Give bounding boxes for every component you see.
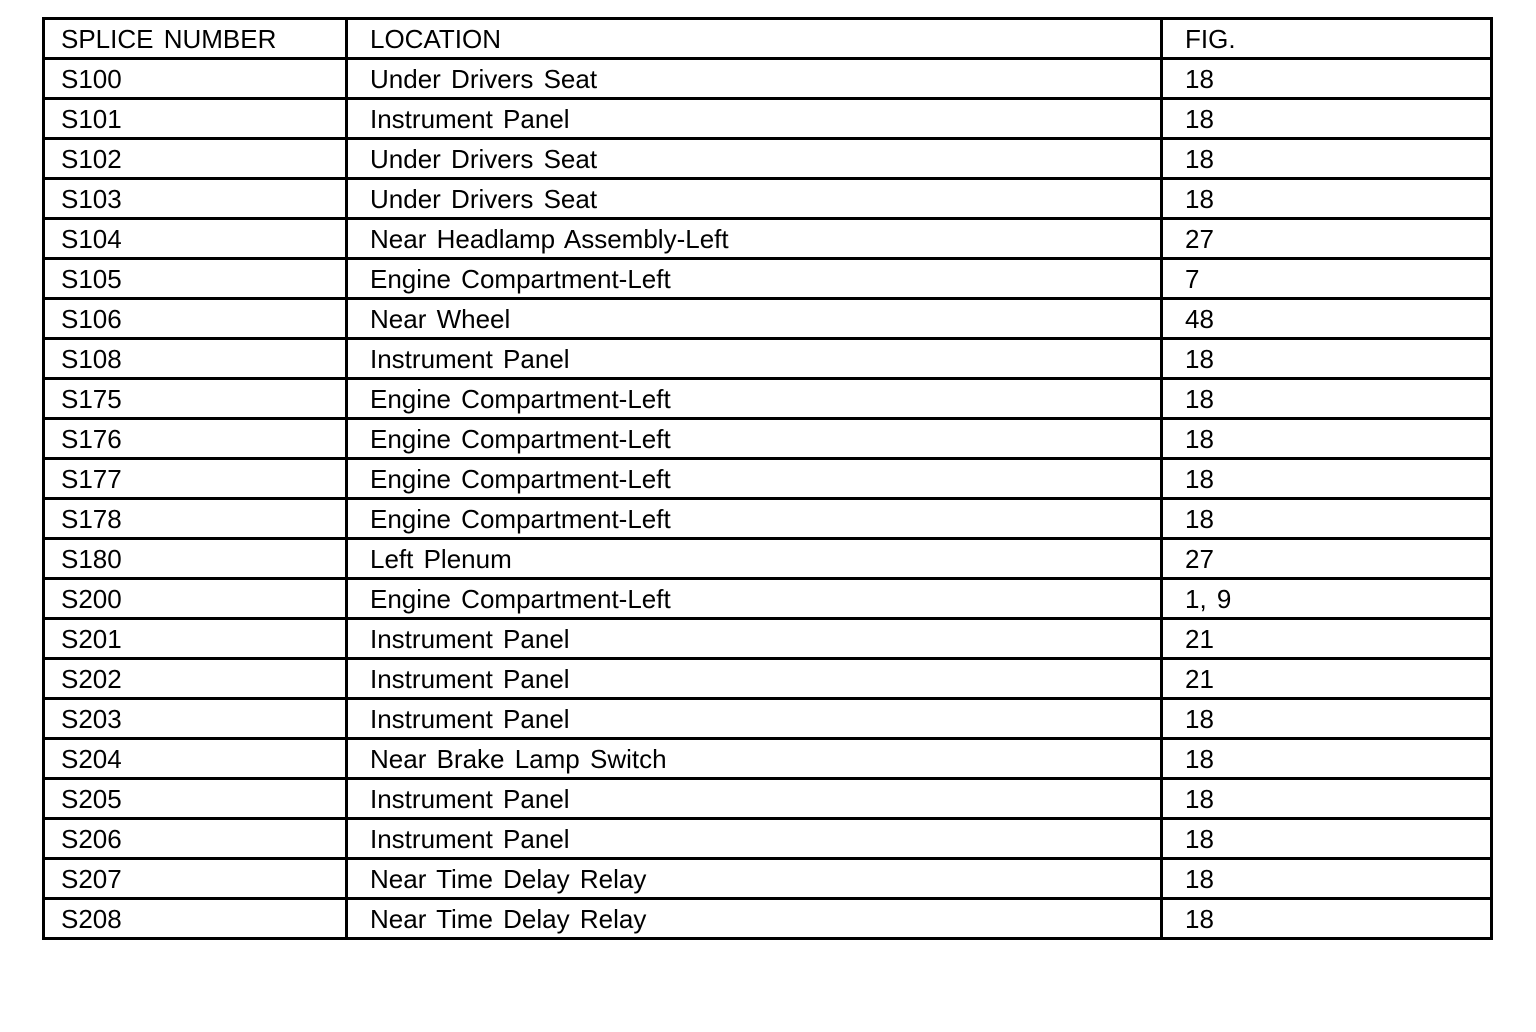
location-cell: Instrument Panel	[347, 659, 1162, 699]
fig-cell: 48	[1162, 299, 1492, 339]
location-cell: Engine Compartment-Left	[347, 379, 1162, 419]
splice-location-table	[42, 17, 1493, 940]
location-cell: Near Wheel	[347, 299, 1162, 339]
table-row	[44, 419, 1492, 459]
location-cell: Engine Compartment-Left	[347, 419, 1162, 459]
table-row	[44, 379, 1492, 419]
fig-cell: 18	[1162, 379, 1492, 419]
header-fig: FIG.	[1162, 19, 1492, 59]
table-row	[44, 899, 1492, 939]
splice-number-cell: S106	[44, 299, 347, 339]
table-row	[44, 459, 1492, 499]
table-row	[44, 299, 1492, 339]
location-cell: Instrument Panel	[347, 699, 1162, 739]
location-cell: Under Drivers Seat	[347, 179, 1162, 219]
location-cell: Instrument Panel	[347, 819, 1162, 859]
fig-cell: 18	[1162, 339, 1492, 379]
table-row	[44, 219, 1492, 259]
fig-cell: 18	[1162, 779, 1492, 819]
header-location: LOCATION	[347, 19, 1162, 59]
table-body	[44, 59, 1492, 939]
table-row	[44, 499, 1492, 539]
table-row	[44, 579, 1492, 619]
fig-cell: 21	[1162, 619, 1492, 659]
location-cell: Near Time Delay Relay	[347, 899, 1162, 939]
splice-number-cell: S104	[44, 219, 347, 259]
fig-cell: 18	[1162, 419, 1492, 459]
fig-cell: 18	[1162, 819, 1492, 859]
location-cell: Under Drivers Seat	[347, 59, 1162, 99]
splice-number-cell: S180	[44, 539, 347, 579]
fig-cell: 27	[1162, 539, 1492, 579]
splice-number-cell: S105	[44, 259, 347, 299]
fig-cell: 27	[1162, 219, 1492, 259]
splice-number-cell: S103	[44, 179, 347, 219]
fig-cell: 18	[1162, 499, 1492, 539]
table-row	[44, 139, 1492, 179]
splice-number-cell: S108	[44, 339, 347, 379]
splice-number-cell: S101	[44, 99, 347, 139]
table-row	[44, 59, 1492, 99]
table-header-row	[44, 19, 1492, 59]
table-row	[44, 859, 1492, 899]
location-cell: Instrument Panel	[347, 779, 1162, 819]
table-row	[44, 819, 1492, 859]
splice-number-cell: S200	[44, 579, 347, 619]
fig-cell: 18	[1162, 139, 1492, 179]
location-cell: Instrument Panel	[347, 619, 1162, 659]
location-cell: Near Time Delay Relay	[347, 859, 1162, 899]
fig-cell: 21	[1162, 659, 1492, 699]
fig-cell: 18	[1162, 699, 1492, 739]
location-cell: Under Drivers Seat	[347, 139, 1162, 179]
splice-number-cell: S102	[44, 139, 347, 179]
splice-number-cell: S177	[44, 459, 347, 499]
fig-cell: 18	[1162, 59, 1492, 99]
location-cell: Instrument Panel	[347, 99, 1162, 139]
splice-number-cell: S206	[44, 819, 347, 859]
splice-number-cell: S203	[44, 699, 347, 739]
fig-cell: 18	[1162, 459, 1492, 499]
splice-number-cell: S204	[44, 739, 347, 779]
fig-cell: 1, 9	[1162, 579, 1492, 619]
fig-cell: 18	[1162, 99, 1492, 139]
fig-cell: 18	[1162, 859, 1492, 899]
splice-number-cell: S202	[44, 659, 347, 699]
splice-table-container	[42, 17, 1490, 940]
fig-cell: 18	[1162, 739, 1492, 779]
splice-number-cell: S201	[44, 619, 347, 659]
splice-number-cell: S178	[44, 499, 347, 539]
table-row	[44, 99, 1492, 139]
table-row	[44, 779, 1492, 819]
fig-cell: 7	[1162, 259, 1492, 299]
fig-cell: 18	[1162, 899, 1492, 939]
table-row	[44, 659, 1492, 699]
splice-number-cell: S207	[44, 859, 347, 899]
table-row	[44, 619, 1492, 659]
fig-cell: 18	[1162, 179, 1492, 219]
splice-number-cell: S175	[44, 379, 347, 419]
splice-number-cell: S208	[44, 899, 347, 939]
splice-number-cell: S100	[44, 59, 347, 99]
location-cell: Engine Compartment-Left	[347, 499, 1162, 539]
table-row	[44, 739, 1492, 779]
location-cell: Instrument Panel	[347, 339, 1162, 379]
table-row	[44, 259, 1492, 299]
location-cell: Engine Compartment-Left	[347, 579, 1162, 619]
splice-number-cell: S205	[44, 779, 347, 819]
splice-number-cell: S176	[44, 419, 347, 459]
location-cell: Near Brake Lamp Switch	[347, 739, 1162, 779]
location-cell: Engine Compartment-Left	[347, 259, 1162, 299]
table-row	[44, 339, 1492, 379]
header-splice-number: SPLICE NUMBER	[44, 19, 347, 59]
table-row	[44, 699, 1492, 739]
location-cell: Engine Compartment-Left	[347, 459, 1162, 499]
table-row	[44, 539, 1492, 579]
location-cell: Near Headlamp Assembly-Left	[347, 219, 1162, 259]
table-row	[44, 179, 1492, 219]
location-cell: Left Plenum	[347, 539, 1162, 579]
